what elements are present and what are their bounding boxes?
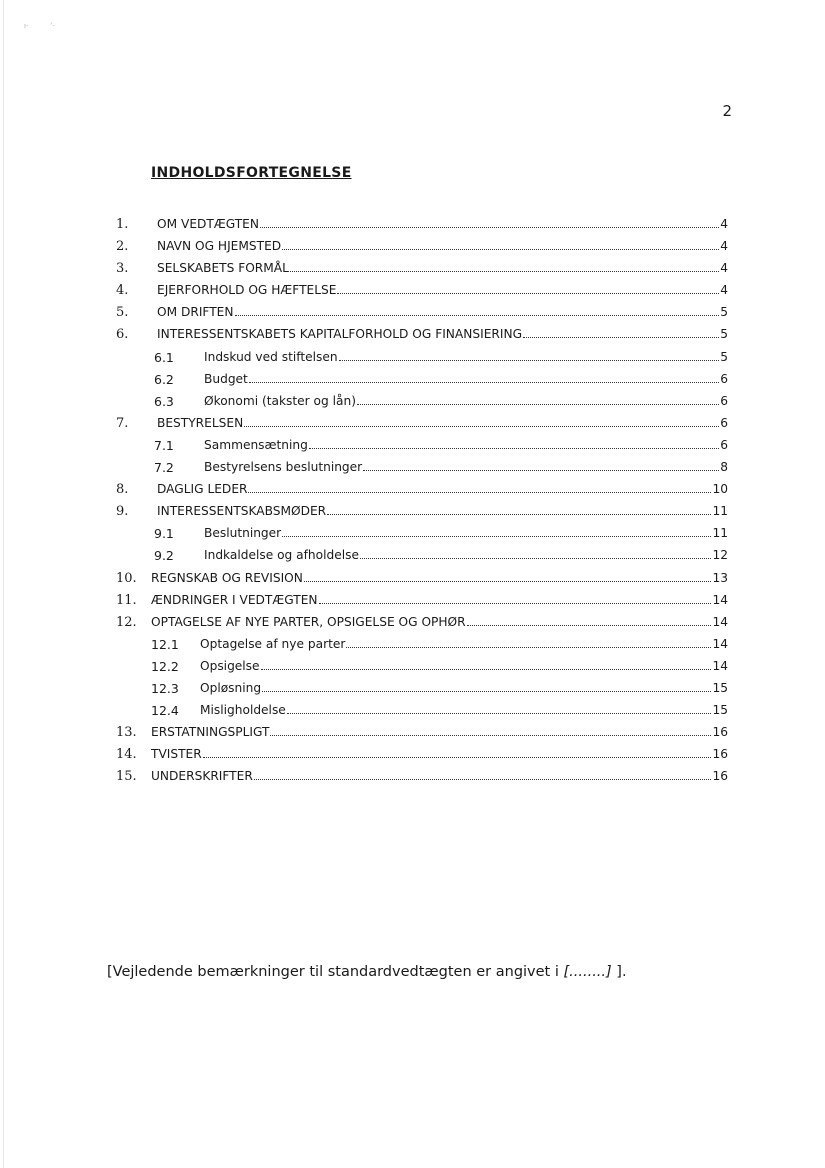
- dot-leader: [319, 593, 712, 604]
- dot-leader: [304, 571, 712, 582]
- page-title: INDHOLDSFORTEGNELSE: [151, 165, 352, 181]
- page-number: 2: [722, 102, 732, 120]
- toc-row[interactable]: [0, 457, 825, 479]
- toc-number: 12.1: [151, 636, 179, 652]
- toc-row[interactable]: [0, 568, 825, 590]
- toc-page-number: 15: [712, 680, 728, 695]
- toc-page-number: 11: [712, 504, 728, 519]
- toc-label: Budget: [204, 371, 248, 386]
- toc-number: 5.: [116, 305, 129, 321]
- toc-page-number: 14: [712, 658, 728, 673]
- toc-page-number: 8: [720, 460, 728, 475]
- dot-leader: [523, 327, 719, 338]
- toc-entry: [204, 460, 728, 474]
- toc-entry: [157, 416, 728, 430]
- dot-leader: [270, 725, 711, 736]
- guidance-note: [107, 964, 627, 980]
- toc-number: 6.: [116, 327, 129, 343]
- toc-label: INTERESSENTSKABETS KAPITALFORHOLD OG FINANSIERING: [157, 327, 523, 342]
- toc-label: Indkaldelse og afholdelse: [204, 548, 359, 563]
- toc-number: 13.: [116, 725, 137, 741]
- toc-number: 7.: [116, 415, 129, 431]
- toc-label: Opløsning: [200, 680, 262, 695]
- toc-row[interactable]: [0, 391, 825, 413]
- toc-row[interactable]: [0, 214, 825, 236]
- toc-page-number: 12: [712, 548, 728, 563]
- toc-entry: [204, 372, 728, 386]
- dot-leader: [244, 416, 719, 427]
- toc-entry: [151, 615, 728, 629]
- toc-label: OPTAGELSE AF NYE PARTER, OPSIGELSE OG OPHØR: [151, 614, 466, 629]
- toc-entry: [204, 548, 728, 562]
- toc-page-number: 6: [720, 371, 728, 386]
- toc-number: 2.: [116, 239, 129, 255]
- dot-leader: [282, 239, 719, 250]
- toc-number: 9.1: [154, 526, 174, 542]
- toc-page-number: 6: [720, 415, 728, 430]
- dot-leader: [337, 283, 719, 294]
- toc-entry: [204, 350, 728, 364]
- toc-row[interactable]: [0, 324, 825, 346]
- dot-leader: [339, 350, 720, 361]
- toc-number: 12.3: [151, 680, 179, 696]
- dot-leader: [260, 217, 719, 228]
- toc-entry: [151, 725, 728, 739]
- toc-label: ÆNDRINGER I VEDTÆGTEN: [151, 592, 318, 607]
- dot-leader: [360, 548, 712, 559]
- toc-entry: [151, 593, 728, 607]
- toc-page-number: 4: [720, 217, 728, 231]
- toc-entry: [151, 747, 728, 761]
- toc-row[interactable]: [0, 347, 825, 369]
- toc-number: 7.1: [154, 437, 174, 453]
- toc-row[interactable]: [0, 678, 825, 700]
- toc-entry: [157, 283, 728, 297]
- toc-entry: [151, 571, 728, 585]
- toc-label: EJERFORHOLD OG HÆFTELSE: [157, 283, 337, 298]
- toc-label: Indskud ved stiftelsen: [204, 349, 338, 364]
- toc-label: Misligholdelse: [200, 703, 286, 718]
- toc-row[interactable]: [0, 634, 825, 656]
- toc-row[interactable]: [0, 590, 825, 612]
- toc-page-number: 4: [720, 239, 728, 254]
- toc-number: 7.2: [154, 460, 174, 476]
- toc-page-number: 5: [720, 305, 728, 320]
- toc-entry: [151, 769, 728, 783]
- toc-row[interactable]: [0, 236, 825, 258]
- note-prefix: [Vejledende bemærkninger til standardvedtægten er angivet i: [107, 964, 564, 980]
- dot-leader: [309, 438, 719, 449]
- toc-entry: [204, 526, 728, 540]
- note-marker: [........]: [563, 964, 612, 980]
- dot-leader: [287, 703, 712, 714]
- toc-row[interactable]: [0, 258, 825, 280]
- toc-label: OM DRIFTEN: [157, 305, 234, 320]
- toc-page-number: 13: [712, 570, 728, 585]
- toc-row[interactable]: [0, 369, 825, 391]
- toc-row[interactable]: [0, 479, 825, 501]
- toc-number: 1.: [116, 217, 129, 232]
- toc-entry: [157, 217, 728, 231]
- dot-leader: [235, 305, 720, 316]
- toc-number: 4.: [116, 283, 129, 299]
- toc-page-number: 10: [712, 482, 728, 497]
- toc-entry: [200, 637, 728, 651]
- toc-row[interactable]: [0, 722, 825, 744]
- toc-number: 12.2: [151, 658, 179, 674]
- toc-row[interactable]: [0, 435, 825, 457]
- toc-label: SELSKABETS FORMÅL: [157, 261, 289, 276]
- dot-leader: [290, 261, 719, 272]
- toc-number: 9.2: [154, 548, 174, 564]
- dot-leader: [357, 394, 719, 405]
- dot-leader: [262, 681, 711, 692]
- toc-entry: [157, 504, 728, 518]
- toc-page-number: 4: [720, 261, 728, 276]
- toc-page-number: 4: [720, 283, 728, 298]
- toc-number: 9.: [116, 504, 129, 520]
- dot-leader: [467, 615, 712, 626]
- dot-leader: [363, 460, 719, 471]
- dot-leader: [248, 482, 711, 493]
- toc-label: Opsigelse: [200, 658, 260, 673]
- toc-number: 3.: [116, 261, 129, 277]
- toc-page-number: 14: [712, 592, 728, 607]
- toc-label: Bestyrelsens beslutninger: [204, 460, 363, 475]
- toc-number: 6.1: [154, 349, 174, 365]
- dot-leader: [249, 372, 719, 383]
- toc-page-number: 14: [712, 614, 728, 629]
- table-of-contents: [0, 214, 825, 788]
- toc-label: Beslutninger: [204, 526, 282, 541]
- toc-label: UNDERSKRIFTER: [151, 769, 253, 784]
- toc-row[interactable]: [0, 501, 825, 523]
- toc-row[interactable]: [0, 744, 825, 766]
- dot-leader: [203, 747, 712, 758]
- toc-number: 12.4: [151, 703, 179, 719]
- toc-page-number: 6: [720, 393, 728, 408]
- toc-label: Økonomi (takster og lån): [204, 393, 356, 408]
- toc-entry: [204, 438, 728, 452]
- toc-entry: [157, 482, 728, 496]
- toc-row[interactable]: [0, 280, 825, 302]
- dot-leader: [346, 637, 711, 648]
- toc-entry: [157, 261, 728, 275]
- dot-leader: [327, 504, 711, 515]
- note-suffix: ].: [611, 964, 627, 980]
- toc-number: 15.: [116, 769, 137, 785]
- toc-page-number: 6: [720, 437, 728, 452]
- toc-row[interactable]: [0, 523, 825, 545]
- toc-entry: [200, 681, 728, 695]
- toc-page-number: 15: [712, 703, 728, 718]
- toc-label: OM VEDTÆGTEN: [157, 217, 259, 231]
- toc-row[interactable]: [0, 612, 825, 634]
- toc-page-number: 16: [712, 769, 728, 784]
- dot-leader: [261, 659, 712, 670]
- toc-label: ERSTATNINGSPLIGT: [151, 725, 270, 740]
- toc-number: 11.: [116, 592, 137, 608]
- toc-entry: [157, 305, 728, 319]
- toc-entry: [200, 703, 728, 717]
- toc-label: NAVN OG HJEMSTED: [157, 239, 282, 254]
- toc-entry: [200, 659, 728, 673]
- toc-page-number: 5: [720, 327, 728, 342]
- toc-page-number: 16: [712, 747, 728, 762]
- scan-marks: ı· ʾ·: [24, 22, 55, 30]
- toc-label: DAGLIG LEDER: [157, 482, 248, 497]
- toc-row[interactable]: [0, 302, 825, 324]
- toc-label: Sammensætning: [204, 437, 308, 452]
- dot-leader: [254, 769, 712, 780]
- toc-entry: [157, 327, 728, 341]
- toc-number: 8.: [116, 482, 129, 498]
- toc-label: REGNSKAB OG REVISION: [151, 570, 303, 585]
- toc-page-number: 11: [712, 526, 728, 541]
- toc-page-number: 16: [712, 725, 728, 740]
- toc-row[interactable]: [0, 766, 825, 788]
- toc-number: 6.2: [154, 371, 174, 387]
- toc-row[interactable]: [0, 545, 825, 567]
- toc-number: 14.: [116, 747, 137, 763]
- toc-entry: [157, 239, 728, 253]
- toc-page-number: 5: [720, 349, 728, 364]
- toc-label: INTERESSENTSKABSMØDER: [157, 504, 327, 519]
- toc-page-number: 14: [712, 636, 728, 651]
- toc-number: 10.: [116, 570, 137, 586]
- toc-label: Optagelse af nye parter: [200, 636, 346, 651]
- toc-number: 6.3: [154, 393, 174, 409]
- toc-entry: [204, 394, 728, 408]
- toc-row[interactable]: [0, 413, 825, 435]
- dot-leader: [282, 526, 711, 537]
- toc-row[interactable]: [0, 656, 825, 678]
- toc-label: TVISTER: [151, 747, 202, 762]
- toc-number: 12.: [116, 614, 137, 630]
- toc-row[interactable]: [0, 700, 825, 722]
- toc-label: BESTYRELSEN: [157, 415, 244, 430]
